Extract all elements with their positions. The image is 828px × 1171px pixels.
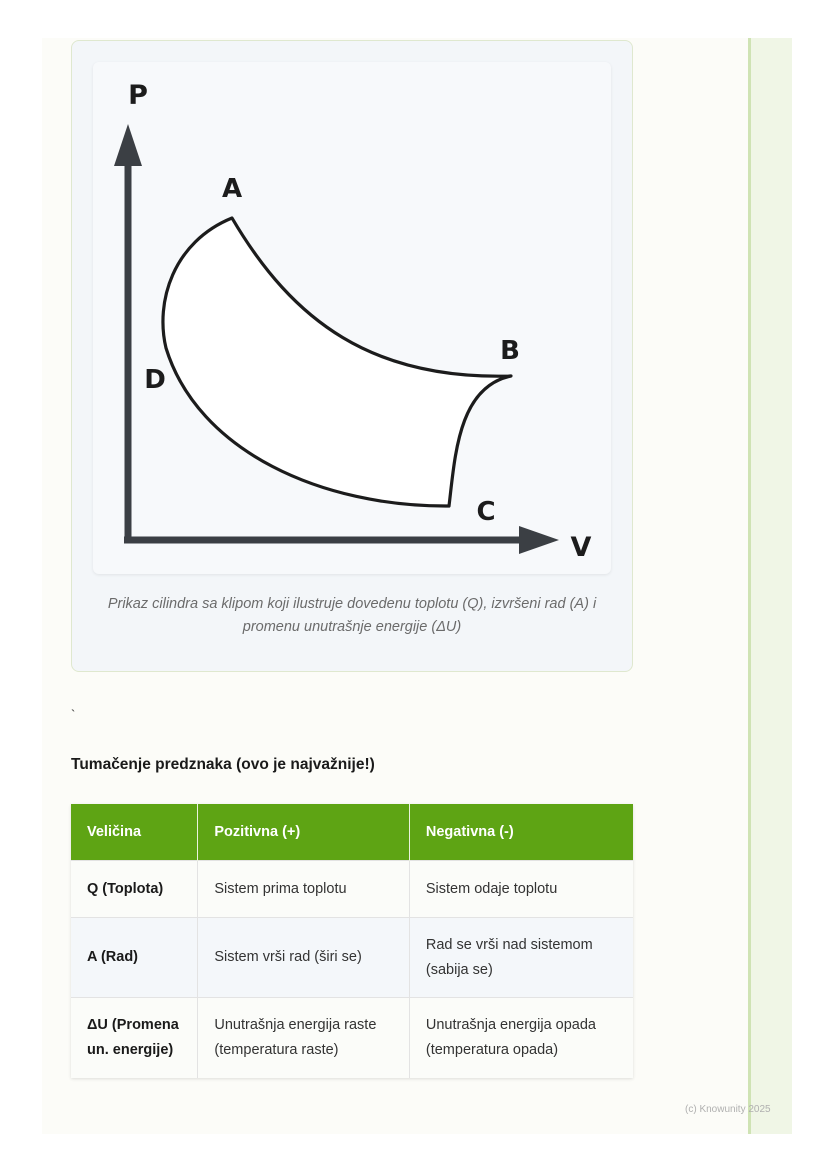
figure-card <box>71 40 633 672</box>
table-row <box>71 918 633 998</box>
stray-mark: ` <box>71 707 76 722</box>
point-label-b: B <box>500 336 520 366</box>
pv-diagram-figure <box>93 62 611 574</box>
table-header-cell: Negativna (-) <box>409 804 633 861</box>
table-row <box>71 861 633 918</box>
sign-interpretation-table <box>71 804 633 1078</box>
thermodynamic-cycle-curve <box>163 218 511 506</box>
table-cell: ΔU (Promena un. energije) <box>71 998 198 1079</box>
point-label-d: D <box>144 365 166 395</box>
y-axis-arrowhead <box>114 124 142 166</box>
x-axis-arrowhead <box>519 526 559 554</box>
point-label-a: A <box>221 174 243 204</box>
y-axis-label: P <box>128 80 148 111</box>
table-header-cell: Veličina <box>71 804 198 861</box>
section-heading: Tumačenje predznaka (ovo je najvažnije!) <box>71 756 375 773</box>
side-margin-strip <box>748 38 792 1134</box>
table-cell: Unutrašnja energija opada (temperatura opada) <box>409 998 633 1079</box>
table-cell: Sistem prima toplotu <box>198 861 410 918</box>
copyright-footer: (c) Knowunity 2025 <box>685 1104 771 1115</box>
point-label-c: C <box>476 497 496 527</box>
figure-caption: Prikaz cilindra sa klipom koji ilustruje dovedenu toplotu (Q), izvršeni rad (A) i promenu unutrašnje energije (ΔU) <box>107 596 597 635</box>
table-cell: Unutrašnja energija raste (temperatura raste) <box>198 998 410 1079</box>
table-cell: Rad se vrši nad sistemom (sabija se) <box>409 918 633 998</box>
table-cell: A (Rad) <box>71 918 198 998</box>
x-axis-label: V <box>570 532 592 563</box>
table-header-row <box>71 804 633 861</box>
table-cell: Sistem odaje toplotu <box>409 861 633 918</box>
table-row <box>71 998 633 1079</box>
table-cell: Q (Toplota) <box>71 861 198 918</box>
table-cell: Sistem vrši rad (širi se) <box>198 918 410 998</box>
pv-diagram <box>93 62 611 574</box>
table-header-cell: Pozitivna (+) <box>198 804 410 861</box>
